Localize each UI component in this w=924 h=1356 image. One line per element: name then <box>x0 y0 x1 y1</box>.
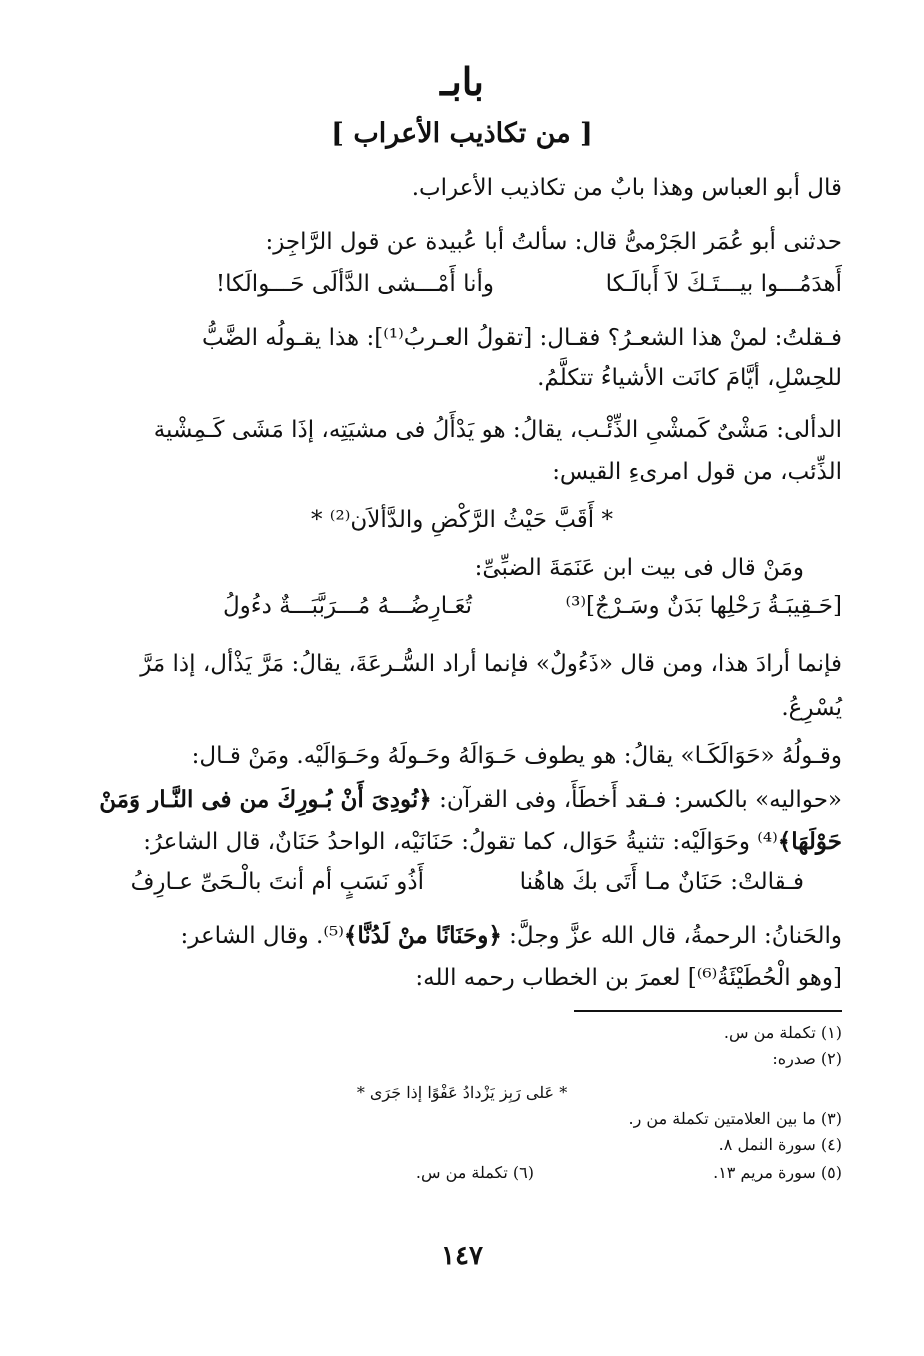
paragraph-8-line2: [وهو الْحُطَيْئَةُ⁽⁶⁾] لعمرَ بن الخطاب رحمه الله: <box>415 965 842 991</box>
paragraph-4-line1: الدألى: مَشْىٌ كَمشْىِ الذِّئْـب، يقالُ: هو يَدْأَلُ فى مشيَتِه، إذَا مَشَى كَـمِشْية <box>153 417 842 443</box>
chapter-title: بابـ <box>440 59 484 104</box>
verse4-second-hemistich: أَذُو نَسَبٍ أم أنتَ بالْـحَىِّ عـارِفُ <box>130 869 424 895</box>
chapter-subtitle: [ من تكاذيب الأعراب ] <box>331 118 593 149</box>
paragraph-8-line1 <box>181 916 843 956</box>
paragraph-4-line2: الذِّئب، من قول امرىءِ القيس: <box>552 459 842 485</box>
footnote-4: (٤) سورة النمل ٨. <box>718 1135 842 1154</box>
verse1-second-hemistich: وأنا أَمْـــشى الدَّألَى حَـــوالَكا! <box>215 271 494 297</box>
paragraph-6-line1: فإنما أرادَ هذا، ومن قال «ذَءُولٌ» فإنما أراد السُّـرعَةَ، يقالُ: مَرَّ يَذْأل، إذا مَرَّ <box>140 651 842 677</box>
footnote-2-verse: * عَلى رَبِز يَزْدادُ عَفْوًا إذا جَرَى * <box>356 1083 568 1102</box>
paragraph-8-text: والحَنانُ: الرحمةُ، قال الله عزَّ وجلَّ: <box>501 923 842 949</box>
page-number: ١٤٧ <box>441 1241 483 1271</box>
footnote-separator <box>574 1010 842 1012</box>
paragraph-intro: قال أبو العباس وهذا بابٌ من تكاذيب الأعراب. <box>411 175 842 201</box>
verse3-second-hemistich: تُعَـارِضُـــهُ مُـــرَبَّبَـــةٌ دءُولُ <box>222 593 472 619</box>
paragraph-6-line2: يُسْرِعُ. <box>781 695 842 721</box>
paragraph-7-line2-text: «حواليه» بالكسر: فـقد أَخطَأَ، وفى القرآن: <box>431 787 842 813</box>
paragraph-isnad: حدثنى أبو عُمَر الجَرْمىُّ قال: سألتُ أبا عُبيدة عن قول الرَّاجِز: <box>265 229 842 255</box>
quran-quote-1: ﴿نُودِىَ أَنْ بُـورِكَ من فى النَّـار وَمَنْ <box>99 786 432 813</box>
footnote-6: (٦) تكملة من س. <box>415 1163 534 1182</box>
quran-quote-2: ﴿وحَنَانًا منْ لَدُنَّا﴾ <box>343 922 502 949</box>
footnote-2: (٢) صدره: <box>772 1049 842 1068</box>
paragraph-8-text-end: ⁽⁵⁾. وقال الشاعر: <box>180 923 344 949</box>
footnote-1: (١) تكملة من س. <box>723 1023 842 1042</box>
footnote-5: (٥) سورة مريم ١٣. <box>713 1163 842 1182</box>
paragraph-7-line2 <box>99 780 842 820</box>
paragraph-3-line1: فـقلتُ: لمنْ هذا الشعـرُ؟ فقـال: [تقولُ العـربُ⁽¹⁾]: هذا يقـولُه الضَّبُّ <box>202 325 842 351</box>
paragraph-7-line1: وقـولُهُ «حَوَالَكَـا» يقالُ: هو يطوف حَـوَالَهُ وحَـولَهُ وحَـوَالَيْه. ومَنْ قـال: <box>191 743 842 769</box>
paragraph-7-line3 <box>143 822 842 862</box>
paragraph-5: ومَنْ قال فى بيت ابن عَنَمَةَ الضبِّىِّ: <box>474 555 804 581</box>
verse1-first-hemistich: أَهدَمُـــوا بيـــتَـكَ لاَ أَبالَـكا <box>605 271 842 297</box>
verse2-hemistich: * أَقَبَّ حَيْثُ الرَّكْضِ والدَّألاَن⁽²⁾ * <box>311 507 613 533</box>
quran-quote-1-end: حَوْلَهَا﴾ <box>777 828 842 855</box>
verse4-first-hemistich: فـقالتْ: حَنَانٌ مـا أَتَى بكَ هاهُنا <box>519 869 804 895</box>
footnote-3: (٣) ما بين العلامتين تكملة من ر. <box>628 1109 842 1128</box>
paragraph-7-line3-text: ⁽⁴⁾ وحَوَالَيْه: تثنيةُ حَوَال، كما تقولُ: حَنَانَيْه، الواحدُ حَنَانٌ، قال الشاعرُ: <box>143 829 778 855</box>
paragraph-3-line2: للحِسْلِ، أيَّامَ كانَت الأشياءُ تتكلَّمُ. <box>537 365 842 391</box>
verse3-first-hemistich: [حَـقِيبَـةُ رَحْلِها بَدَنٌ وسَـرْجٌ]⁽³⁾ <box>565 593 842 619</box>
